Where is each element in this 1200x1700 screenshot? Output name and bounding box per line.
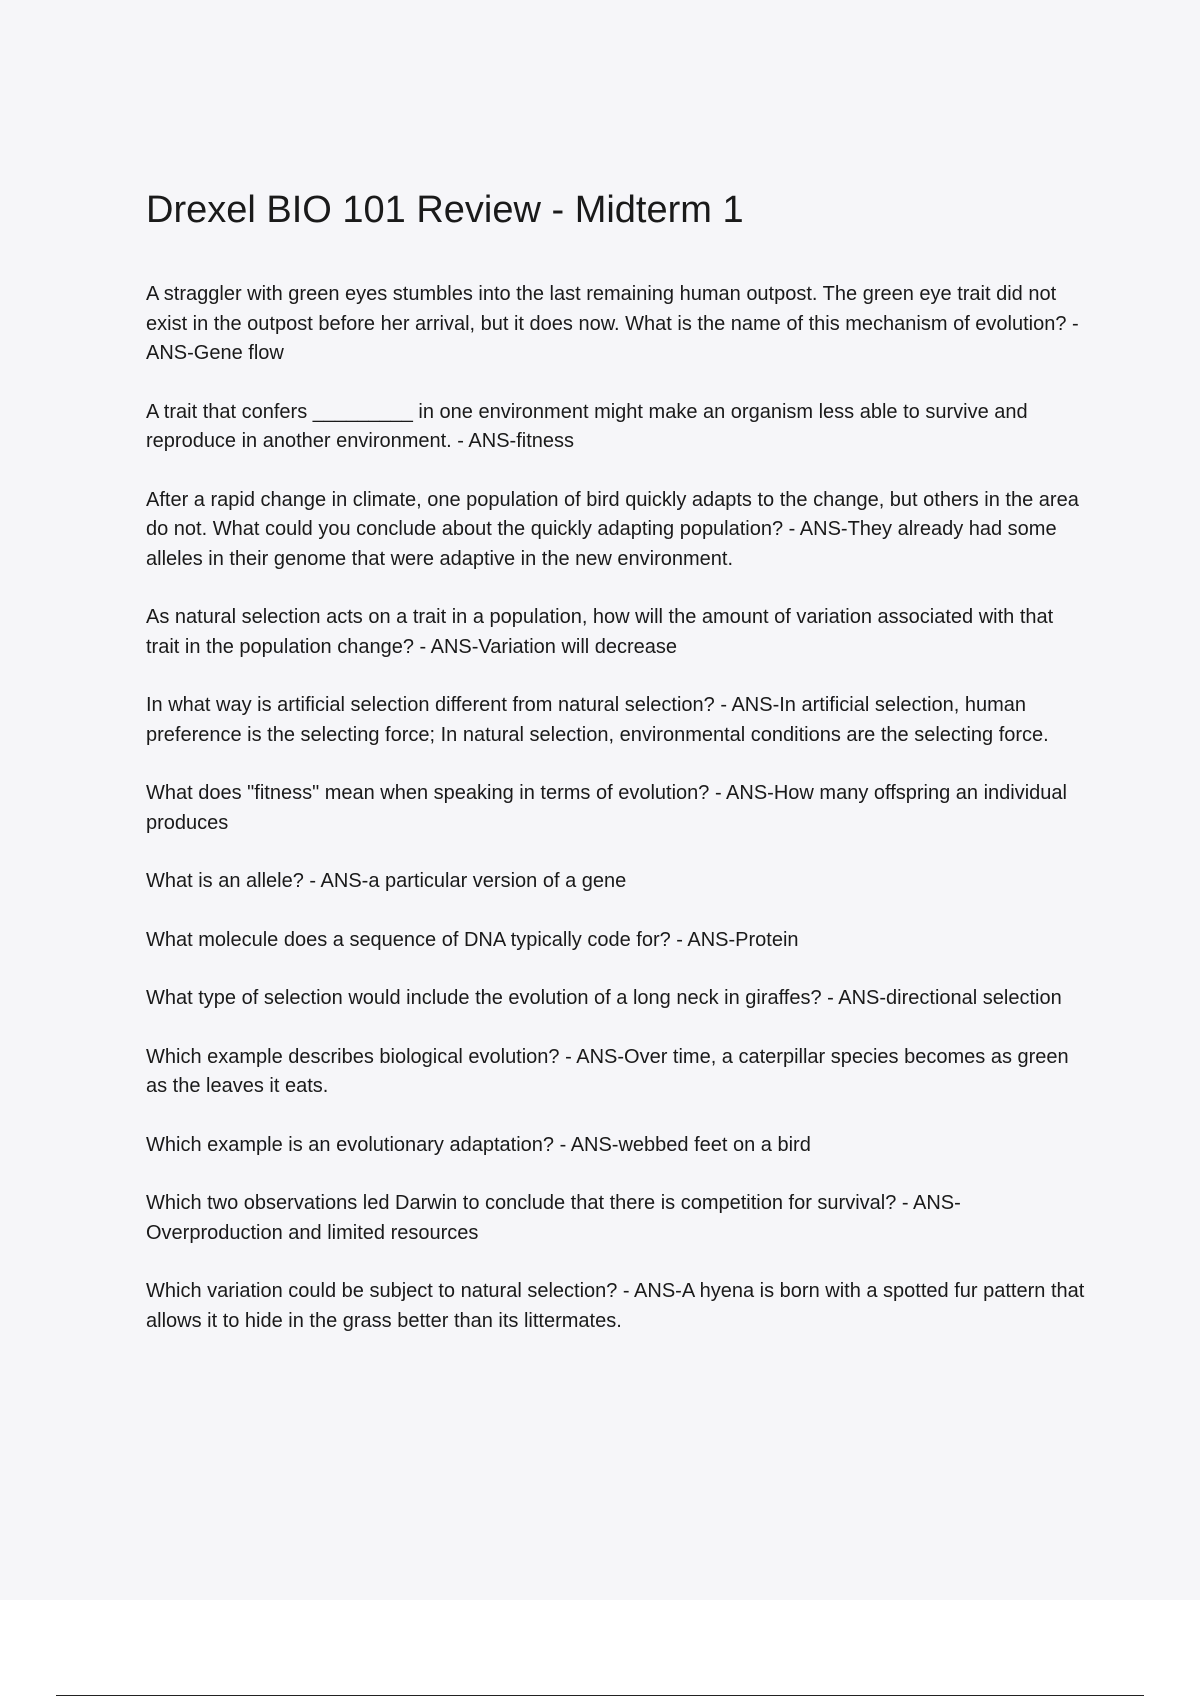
qa-item: Which variation could be subject to natural selection? - ANS-A hyena is born with a spotted fur pattern that allows it to hide in the grass better than its littermates. (146, 1280, 1085, 1332)
qa-item: After a rapid change in climate, one population of bird quickly adapts to the change, but others in the area do not. What could you conclude about the quickly adapting population? - ANS-They already had some alleles in their genome that were adaptive in the new environment. (146, 488, 1079, 570)
qa-item: As natural selection acts on a trait in a population, how will the amount of variation associated with that trait in the population change? - ANS-Variation will decrease (146, 606, 1054, 658)
qa-item: What type of selection would include the evolution of a long neck in giraffes? - ANS-directional selection (146, 987, 1062, 1009)
qa-item: A straggler with green eyes stumbles into the last remaining human outpost. The green eye trait did not exist in the outpost before her arrival, but it does now. What is the name of this mechanism of evolution? - ANS-Gene flow (146, 283, 1079, 364)
qa-item: What does "fitness" mean when speaking in terms of evolution? - ANS-How many offspring an individual produces (146, 782, 1067, 834)
qa-item: Which example describes biological evolution? - ANS-Over time, a caterpillar species becomes as green as the leaves it eats. (146, 1045, 1069, 1097)
qa-item: What molecule does a sequence of DNA typically code for? - ANS-Protein (146, 928, 799, 951)
footer-divider (56, 1695, 1144, 1696)
qa-item: A trait that confers _________ in one environment might make an organism less able to survive and reproduce in another environment. - ANS-fitness (146, 400, 1028, 452)
qa-item: In what way is artificial selection different from natural selection? - ANS-In artificial selection, human preference is the selecting force; In natural selection, environmental conditions are the selecting force. (146, 694, 1049, 746)
qa-list (146, 280, 1086, 1365)
qa-item: Which two observations led Darwin to conclude that there is competition for survival? - ANS-Overproduction and limited resources (146, 1192, 961, 1244)
qa-item: What is an allele? - ANS-a particular version of a gene (146, 870, 627, 892)
document-title: Drexel BIO 101 Review - Midterm 1 (146, 189, 744, 231)
qa-item: Which example is an evolutionary adaptation? - ANS-webbed feet on a bird (146, 1133, 811, 1156)
